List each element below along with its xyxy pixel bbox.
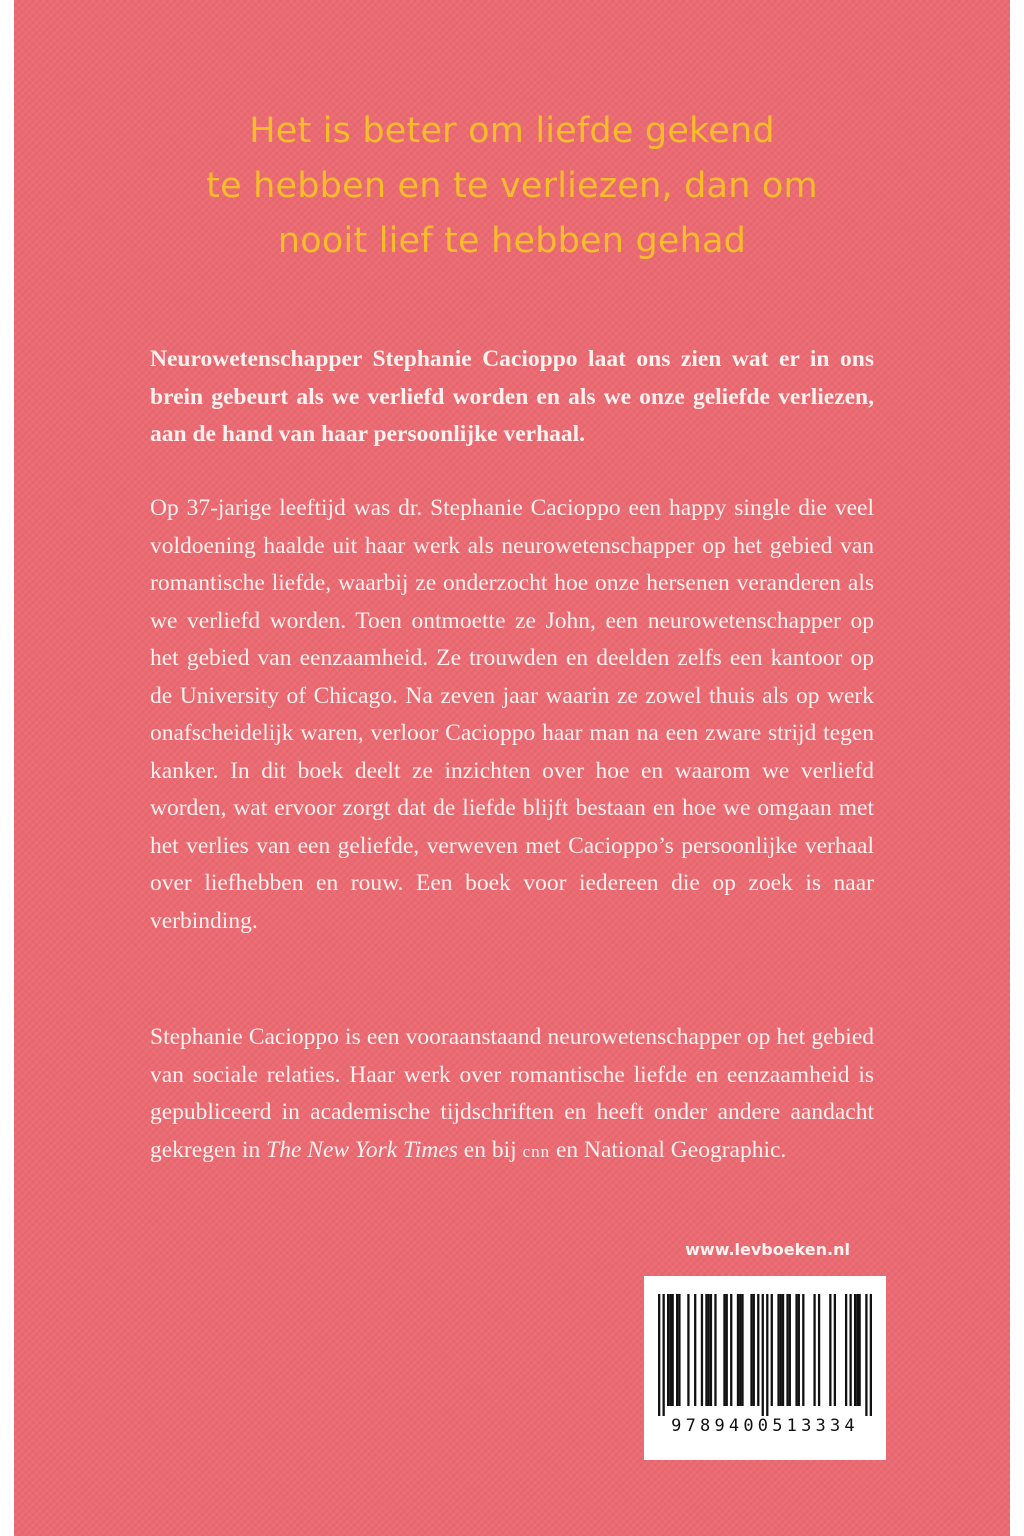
tagline-line-3: nooit lief te hebben gehad <box>277 221 747 261</box>
barcode-bar <box>667 1294 669 1406</box>
barcode-bar <box>730 1294 732 1406</box>
publication-name: The New York Times <box>266 1136 458 1163</box>
barcode-bar <box>705 1294 707 1406</box>
barcode-bar <box>834 1294 836 1406</box>
barcode-bar <box>813 1294 815 1406</box>
barcode-bar <box>789 1294 791 1406</box>
intro-paragraph: Neurowetenschapper Stephanie Cacioppo laat ons zien wat er in ons brein gebeurt als we verliefd worden en als we onze geliefde verliezen, aan de hand van haar persoonlijke verhaal. <box>150 346 874 447</box>
barcode-bar <box>676 1294 678 1406</box>
barcode-label <box>644 1276 886 1460</box>
isbn-number: 9789400513334 <box>671 1416 859 1436</box>
barcode-bar <box>672 1294 674 1406</box>
barcode-bar <box>845 1294 847 1406</box>
barcode-bar <box>737 1294 739 1406</box>
barcode-bar <box>663 1294 665 1416</box>
barcode-bar <box>669 1294 671 1406</box>
barcode-bar <box>849 1294 851 1406</box>
publisher-website: www.levboeken.nl <box>685 1240 850 1259</box>
barcode-bar <box>782 1294 784 1406</box>
barcode-bar <box>858 1294 860 1406</box>
description-paragraph: Op 37-jarige leeftijd was dr. Stephanie Cacioppo een happy single die veel voldoening haalde uit haar werk als neurowetenschapper op het gebied van romantische liefde, waarbij ze onderzocht hoe onze hersenen veranderen als we verliefd worden. Toen ontmoette ze John, een neurowetenschapper op het gebied van eenzaamheid. Ze trouwden en deelden zelfs een kantoor op de University of Chicago. Na zeven jaar waarin ze zowel thuis als op werk onafscheidelijk waren, verloor Cacioppo haar man na een zware strijd tegen kanker. In dit boek deelt ze inzichten over hoe en waarom we verliefd worden, wat ervoor zorgt dat de liefde blijft bestaan en hoe we omgaan met het verlies van een geliefde, verweven met Cacioppo’s persoonlijke verhaal over liefhebben en rouw. Een boek voor iedereen die op zoek is naar verbinding. <box>150 495 874 934</box>
barcode-bar <box>865 1294 867 1416</box>
barcode-bar <box>771 1294 773 1406</box>
barcode-bar <box>750 1294 752 1406</box>
back-cover <box>14 0 1010 1536</box>
barcode-bar <box>818 1294 820 1406</box>
author-bio-part-3: en National Geographic. <box>550 1136 787 1163</box>
barcode-bar <box>856 1294 858 1406</box>
barcode-bar <box>658 1294 660 1416</box>
barcode-bar <box>870 1294 872 1416</box>
barcode-bar <box>798 1294 800 1406</box>
barcode-bar <box>678 1294 680 1406</box>
barcode-bar <box>777 1294 779 1406</box>
barcode-bar <box>694 1294 696 1406</box>
barcode-icon <box>658 1294 872 1416</box>
author-bio-part-1: Stephanie Cacioppo is een vooraanstaand neurowetenschapper op het gebied van sociale relaties. Haar werk over romantische liefde en eenzaamheid is gepubliceerd in academische tijdschriften en heeft onder andere aandacht gekregen in <box>150 1024 874 1163</box>
barcode-bar <box>687 1294 689 1406</box>
author-bio-part-2: en bij <box>457 1136 523 1163</box>
barcode-bar <box>757 1294 759 1406</box>
barcode-bar <box>802 1294 804 1406</box>
barcode-bar <box>762 1294 764 1416</box>
tagline-line-2: te hebben en te verliezen, dan om <box>206 166 818 206</box>
barcode-bar <box>701 1294 703 1406</box>
barcode-bar <box>726 1294 728 1406</box>
barcode-bar <box>739 1294 741 1406</box>
barcode-bar <box>829 1294 831 1406</box>
barcode-bar <box>708 1294 710 1406</box>
barcode-bar <box>710 1294 712 1406</box>
network-name: cnn <box>522 1141 551 1161</box>
barcode-bar <box>741 1294 743 1406</box>
barcode-bar <box>854 1294 856 1406</box>
tagline-line-1: Het is beter om liefde gekend <box>249 111 775 151</box>
barcode-bar <box>780 1294 782 1406</box>
author-bio-paragraph <box>150 1019 874 1170</box>
barcode-bar <box>714 1294 716 1406</box>
barcode-bar <box>766 1294 768 1416</box>
barcode-bar <box>795 1294 797 1406</box>
barcode-bar <box>723 1294 725 1406</box>
tagline <box>150 104 874 269</box>
barcode-bar <box>786 1294 788 1406</box>
barcode-bar <box>753 1294 755 1406</box>
